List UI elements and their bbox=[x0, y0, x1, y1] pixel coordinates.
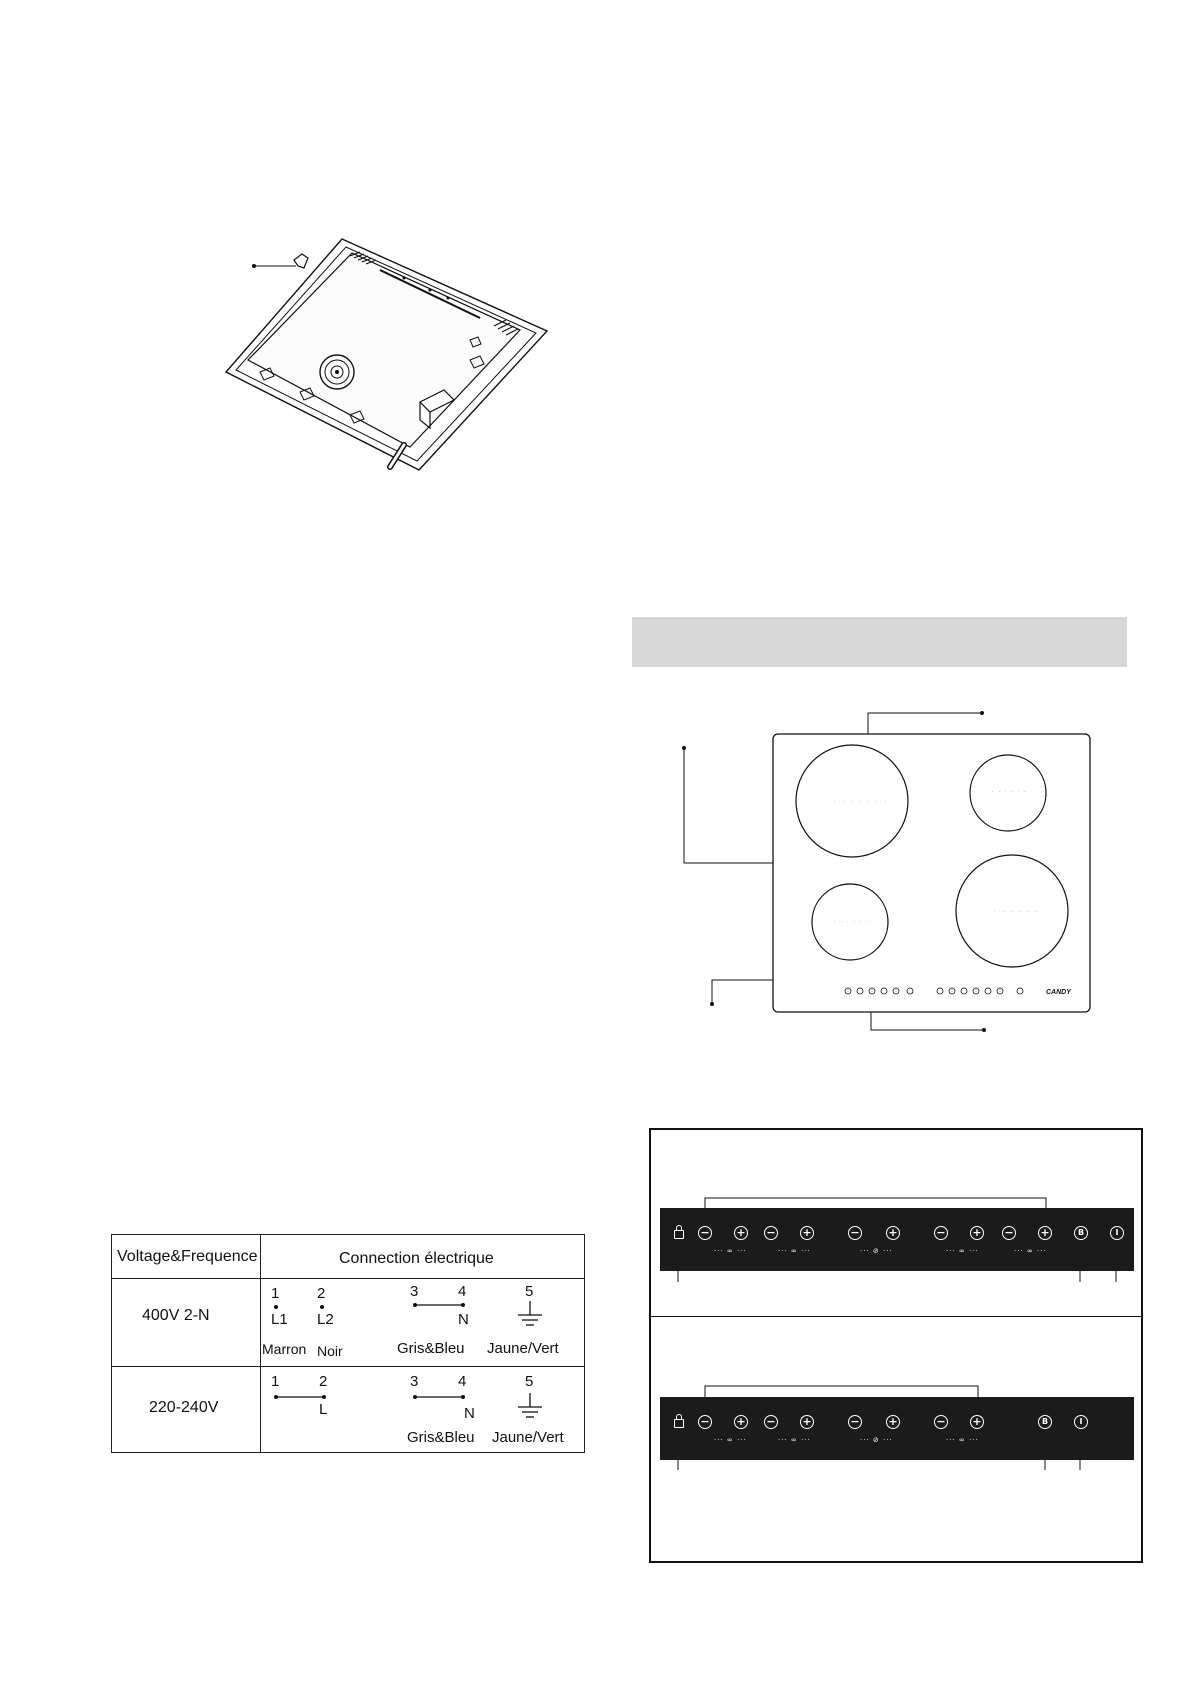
plus-icon[interactable]: + bbox=[734, 1226, 748, 1240]
zone-icon: ··· ∞ ··· bbox=[946, 1247, 979, 1255]
row1-letter-l2: L2 bbox=[317, 1311, 334, 1328]
table-header-voltage: Voltage&Frequence bbox=[117, 1248, 258, 1265]
zone-icon: ··· ∞ ··· bbox=[778, 1247, 811, 1255]
row2-voltage: 220-240V bbox=[149, 1399, 219, 1416]
zone-icon: ··· ∞ ··· bbox=[1014, 1247, 1047, 1255]
row2-terminal-1: 1 bbox=[271, 1373, 280, 1390]
power-icon[interactable]: I bbox=[1110, 1226, 1124, 1240]
boost-icon[interactable]: B bbox=[1038, 1415, 1052, 1429]
row1-letter-n: N bbox=[458, 1311, 469, 1328]
row2-terminal-4: 4 bbox=[458, 1373, 467, 1390]
lock-icon[interactable] bbox=[674, 1230, 684, 1239]
zone-icon: ··· ∞ ··· bbox=[778, 1436, 811, 1444]
plus-icon[interactable]: + bbox=[1038, 1226, 1052, 1240]
row1-terminal-2: 2 bbox=[317, 1285, 326, 1302]
svg-text:· · · · · ·: · · · · · · bbox=[992, 789, 1028, 794]
row1-terminal-3: 3 bbox=[410, 1283, 419, 1300]
row1-color-gris-bleu: Gris&Bleu bbox=[397, 1340, 465, 1357]
plus-icon[interactable]: + bbox=[886, 1415, 900, 1429]
svg-text:· · · · · · ·: · · · · · · · bbox=[834, 799, 889, 804]
zone-icon: ··· ∞ ··· bbox=[946, 1436, 979, 1444]
row2-color-gris-bleu: Gris&Bleu bbox=[407, 1429, 475, 1446]
minus-icon[interactable]: − bbox=[764, 1415, 778, 1429]
minus-icon[interactable]: − bbox=[1002, 1226, 1016, 1240]
minus-icon[interactable]: − bbox=[698, 1226, 712, 1240]
plus-icon[interactable]: + bbox=[970, 1415, 984, 1429]
minus-icon[interactable]: − bbox=[934, 1415, 948, 1429]
plus-icon[interactable]: + bbox=[734, 1415, 748, 1429]
row1-terminal-4: 4 bbox=[458, 1283, 467, 1300]
control-panel-3-zones bbox=[660, 1397, 1134, 1460]
minus-icon[interactable]: − bbox=[848, 1226, 862, 1240]
brand-logo: CANDY bbox=[1046, 989, 1071, 996]
minus-icon[interactable]: − bbox=[764, 1226, 778, 1240]
minus-icon[interactable]: − bbox=[934, 1226, 948, 1240]
timer-icon: ··· ⊘ ··· bbox=[860, 1436, 893, 1444]
plus-icon[interactable]: + bbox=[800, 1226, 814, 1240]
row1-voltage: 400V 2-N bbox=[142, 1307, 210, 1324]
svg-text:· · · · · ·: · · · · · · bbox=[834, 919, 870, 924]
minus-icon[interactable]: − bbox=[698, 1415, 712, 1429]
row2-color-jaune-vert: Jaune/Vert bbox=[492, 1429, 564, 1446]
row1-color-marron: Marron bbox=[262, 1341, 307, 1357]
control-panel-4-zones bbox=[660, 1208, 1134, 1271]
lock-icon[interactable] bbox=[674, 1419, 684, 1428]
row2-terminal-2: 2 bbox=[319, 1373, 328, 1390]
boost-icon[interactable]: B bbox=[1074, 1226, 1088, 1240]
row2-terminal-3: 3 bbox=[410, 1373, 419, 1390]
zone-icon: ··· ∞ ··· bbox=[714, 1436, 747, 1444]
minus-icon[interactable]: − bbox=[848, 1415, 862, 1429]
row1-letter-l1: L1 bbox=[271, 1311, 288, 1328]
row1-color-noir: Noir bbox=[317, 1343, 343, 1359]
plus-icon[interactable]: + bbox=[970, 1226, 984, 1240]
plus-icon[interactable]: + bbox=[800, 1415, 814, 1429]
plus-icon[interactable]: + bbox=[886, 1226, 900, 1240]
timer-icon: ··· ⊘ ··· bbox=[860, 1247, 893, 1255]
zone-icon: ··· ∞ ··· bbox=[714, 1247, 747, 1255]
table-header-connection: Connection électrique bbox=[339, 1250, 494, 1267]
power-icon[interactable]: I bbox=[1074, 1415, 1088, 1429]
row2-letter-l: L bbox=[319, 1401, 328, 1418]
row1-terminal-5: 5 bbox=[525, 1283, 534, 1300]
row2-letter-n: N bbox=[464, 1405, 475, 1422]
row2-terminal-5: 5 bbox=[525, 1373, 534, 1390]
row1-color-jaune-vert: Jaune/Vert bbox=[487, 1340, 559, 1357]
svg-text:· · · · · ·: · · · · · · bbox=[994, 909, 1041, 914]
row1-terminal-1: 1 bbox=[271, 1285, 280, 1302]
